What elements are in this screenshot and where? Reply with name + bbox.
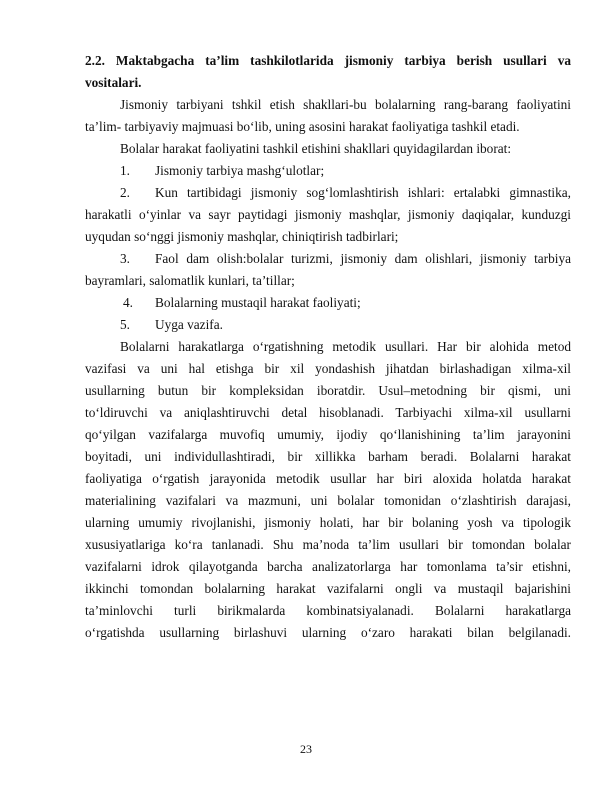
document-page [85,50,571,644]
body-paragraph-line: vazifasi va uni hal etishga bir xil yondashish jihatdan birlashadigan xilma-xil [85,361,571,376]
list-item-2-continuation-2: uyqudan so‘nggi jismoniy mashqlar, chiniqtirish tadbirlari; [85,229,399,244]
section-heading-line-2: vositalari. [85,75,142,90]
body-paragraph-line: usullarning butun bir kompleksidan iboratdir. Usul–metodning bir qismi, uni [85,383,571,398]
list-item-number: 4. [123,295,133,310]
body-paragraph-line: o‘rgatishda usullarning birlashuvi ularning o‘zaro harakati bilan belgilanadi. [85,625,571,640]
list-item-1 [85,160,571,182]
body-paragraph-line: to‘ldiruvchi va aniqlashtiruvchi detal hisoblanadi. Tarbiyachi xilma-xil usullarni [85,405,571,420]
intro-paragraph-line-2: ta’lim- tarbiyaviy majmuasi bo‘lib, uning asosini harakat faoliyatiga tashkil etadi. [85,119,520,134]
list-item-number: 5. [120,317,130,332]
list-item-5 [85,314,571,336]
body-paragraph-line: boyitadi, uni individullashtiradi, bir xillikka barham beradi. Bolalarni harakat [85,449,571,464]
body-paragraph-line: xususiyatlariga ko‘ra tanlanadi. Shu ma’noda ta’lim usullari bir tomondan bolalar [85,537,571,552]
body-paragraph-line: ularning umumiy rivojlanishi, jismoniy holati, har bir bolaning yosh va tipologik [85,515,571,530]
body-paragraph-line: faoliyatiga o‘rgatish jarayonida metodik usullar har biri aloxida holatda harakat [85,471,571,486]
list-item-2-continuation-1: harakatli o‘yinlar va sayr paytidagi jismoniy mashqlar, jismoniy daqiqalar, kunduzgi [85,207,571,222]
body-paragraph-line: vazifalarni idrok qilayotganda barcha analizatorlarga har tomonlama ta’sir etishni, [85,559,571,574]
list-item-text: Bolalarning mustaqil harakat faoliyati; [155,295,361,310]
list-item-number: 1. [120,163,130,178]
list-item-2 [85,182,571,204]
page-number: 23 [300,742,312,756]
body-paragraph-line: qo‘yilgan vazifalarga muvofiq umumiy, ijodiy qo‘llanishining ta’lim jarayonini [85,427,571,442]
body-paragraph-line: Bolalarni harakatlarga o‘rgatishning metodik usullari. Har bir alohida metod [120,339,571,354]
body-paragraph-line: ta’minlovchi turli birikmalarda kombinatsiyalanadi. Bolalarni harakatlarga [85,603,571,618]
body-paragraph-line: materialining vazifalari va mazmuni, uni bolalar tomonidan o‘zlashtirish darajasi, [85,493,571,508]
list-item-text: Kun tartibidagi jismoniy sog‘lomlashtirish ishlari: ertalabki gimnastika, [155,185,571,200]
list-item-text: Faol dam olish:bolalar turizmi, jismoniy dam olishlari, jismoniy tarbiya [155,251,571,266]
intro-paragraph-line-1: Jismoniy tarbiyani tshkil etish shakllari-bu bolalarning rang-barang faoliyatini [120,97,571,112]
list-item-number: 3. [120,251,130,266]
list-item-text: Uyga vazifa. [155,317,223,332]
list-item-number: 2. [120,185,130,200]
list-item-3-continuation-1: bayramlari, salomatlik kunlari, ta’tillar; [85,273,295,288]
body-paragraph-line: ikkinchi tomondan bolalarning harakat vazifalarni ongli va mustaqil bajarishini [85,581,571,596]
list-intro: Bolalar harakat faoliyatini tashkil etishini shakllari quyidagilardan iborat: [120,141,512,156]
list-item-3 [85,248,571,270]
section-heading-line-1: 2.2. Maktabgacha ta’lim tashkilotlarida jismoniy tarbiya berish usullari va [85,53,571,68]
list-item-text: Jismoniy tarbiya mashg‘ulotlar; [155,163,325,178]
list-item-4 [85,292,571,314]
